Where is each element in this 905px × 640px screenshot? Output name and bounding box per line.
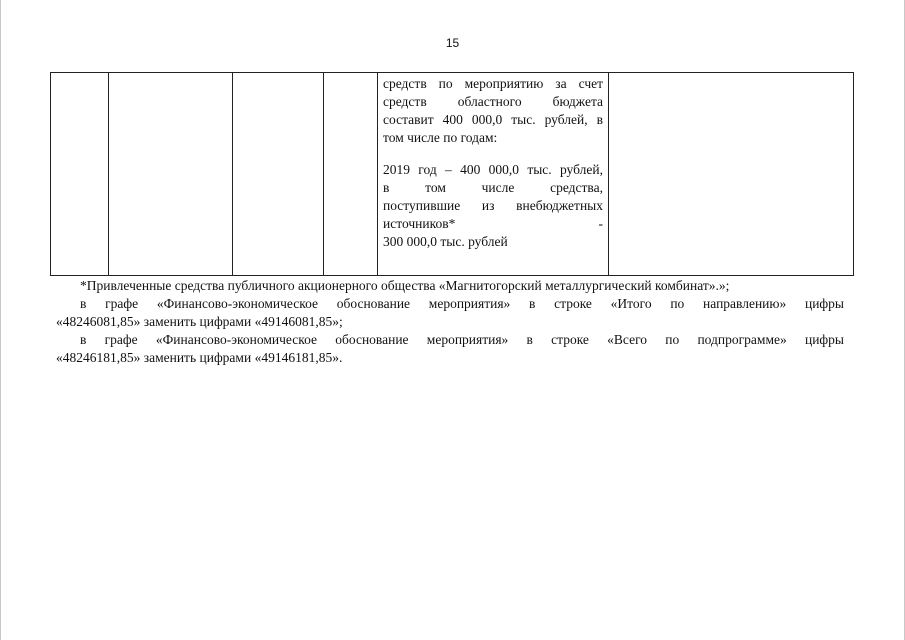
- funding-line-5: 2019 год – 400 000,0 тыс. рублей,: [383, 162, 603, 177]
- table-cell-empty-2: [109, 73, 233, 276]
- table-cell-funding: [378, 73, 609, 276]
- funding-line-2: средств областного бюджета: [383, 94, 603, 109]
- table-cell-empty-4: [324, 73, 378, 276]
- page-number: 15: [445, 36, 460, 50]
- funding-line-4: том числе по годам:: [383, 130, 498, 145]
- funding-line-6: в том числе средства,: [383, 180, 603, 195]
- page-edge-left: [0, 0, 1, 640]
- funding-line-7: поступившие из внебюджетных: [383, 198, 603, 213]
- paragraph-1-line-2: «48246081,85» заменить цифрами «49146081,85»;: [56, 314, 343, 329]
- funding-line-9: 300 000,0 тыс. рублей: [383, 234, 508, 249]
- table-cell-empty-1: [51, 73, 109, 276]
- amendment-text: [56, 277, 844, 367]
- funding-line-1: средств по мероприятию за счет: [383, 76, 603, 91]
- footnote-text: *Привлеченные средства публичного акционерного общества «Магнитогорский металлургический комбинат».»;: [80, 278, 730, 293]
- table-cell-empty-6: [609, 73, 854, 276]
- paragraph-2-line-2: «48246181,85» заменить цифрами «49146181,85».: [56, 350, 343, 365]
- table-cell-empty-3: [233, 73, 324, 276]
- paragraph-1-line-1: в графе «Финансово-экономическое обоснование мероприятия» в строке «Итого по направлению» цифры: [80, 296, 844, 311]
- funding-line-8: [383, 215, 603, 233]
- funding-line-8-dash: -: [598, 216, 603, 231]
- table-row: [51, 73, 854, 276]
- measures-table: [50, 72, 854, 276]
- paragraph-2-line-1: в графе «Финансово-экономическое обоснование мероприятия» в строке «Всего по подпрограмме» цифры: [80, 332, 844, 347]
- funding-line-8-text: источников*: [383, 216, 456, 231]
- funding-line-3: составит 400 000,0 тыс. рублей, в: [383, 112, 603, 127]
